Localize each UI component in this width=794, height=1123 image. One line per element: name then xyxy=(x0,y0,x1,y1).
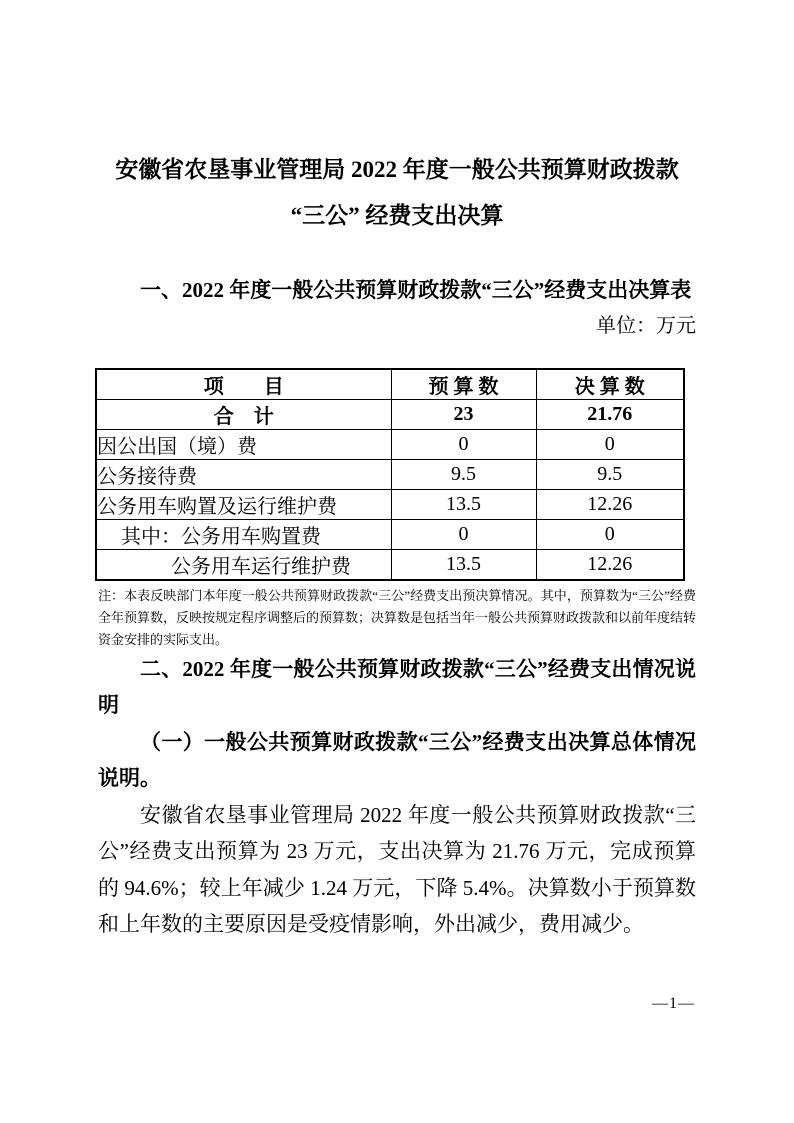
row-label: 公务接待费 xyxy=(96,459,391,489)
section2-heading: 二、2022 年度一般公共预算财政拨款“三公”经费支出情况说明 xyxy=(98,656,696,717)
table-row-vehicle-operation xyxy=(96,549,684,580)
section1-heading: 一、2022 年度一般公共预算财政拨款“三公”经费支出决算表 xyxy=(140,278,692,302)
column-header-budget: 预 算 数 xyxy=(391,369,536,400)
budget-table xyxy=(95,368,685,581)
document-title xyxy=(98,147,696,239)
row-final-value: 0 xyxy=(536,519,684,549)
section2-sub1-heading: （一）一般公共预算财政拨款“三公”经费支出决算总体情况说明。 xyxy=(98,729,696,790)
section2-paragraph: 安徽省农垦事业管理局 2022 年度一般公共预算财政拨款“三公”经费支出预算为 23 万元，支出决算为 21.76 万元，完成预算的 94.6%；较上年减少 1.24 万元，下降 5.4%。决算数小于预算数和上年数的主要原因是受疫情影响，外出减少，费用减少。 xyxy=(98,802,696,936)
row-label: 合 计 xyxy=(96,399,391,429)
row-budget-value: 0 xyxy=(391,429,536,459)
row-label: 因公出国（境）费 xyxy=(96,429,391,459)
row-label: 公务用车运行维护费 xyxy=(96,549,391,580)
table-row-vehicle-total xyxy=(96,489,684,519)
row-budget-value: 13.5 xyxy=(391,549,536,580)
column-header-item: 项 目 xyxy=(96,369,391,400)
table-note: 注：本表反映部门本年度一般公共预算财政拨款“三公”经费支出预决算情况。其中，预算数为“三公”经费全年预算数，反映按规定程序调整后的预算数；决算数是包括当年一般公共预算财政拨款和以前年度结转资金安排的实际支出。 xyxy=(98,587,697,647)
row-final-value: 21.76 xyxy=(536,399,684,429)
row-final-value: 12.26 xyxy=(536,489,684,519)
row-budget-value: 0 xyxy=(391,519,536,549)
table-row-vehicle-purchase xyxy=(96,519,684,549)
document-content xyxy=(98,0,696,943)
unit-label: 单位：万元 xyxy=(596,314,696,337)
row-final-value: 0 xyxy=(536,429,684,459)
row-final-value: 12.26 xyxy=(536,549,684,580)
row-budget-value: 23 xyxy=(391,399,536,429)
table-row-reception xyxy=(96,459,684,489)
table-header-row xyxy=(96,369,684,400)
row-label: 公务用车购置及运行维护费 xyxy=(96,489,391,519)
page-number: —1— xyxy=(652,995,695,1012)
column-header-final: 决 算 数 xyxy=(536,369,684,400)
table-row-abroad xyxy=(96,429,684,459)
row-budget-value: 9.5 xyxy=(391,459,536,489)
row-label: 其中：公务用车购置费 xyxy=(96,519,391,549)
row-budget-value: 13.5 xyxy=(391,489,536,519)
table-row-total xyxy=(96,399,684,429)
row-final-value: 9.5 xyxy=(536,459,684,489)
document-title-line1: 安徽省农垦事业管理局 2022 年度一般公共预算财政拨款 xyxy=(115,157,679,182)
document-title-line2: “三公” 经费支出决算 xyxy=(290,203,504,228)
